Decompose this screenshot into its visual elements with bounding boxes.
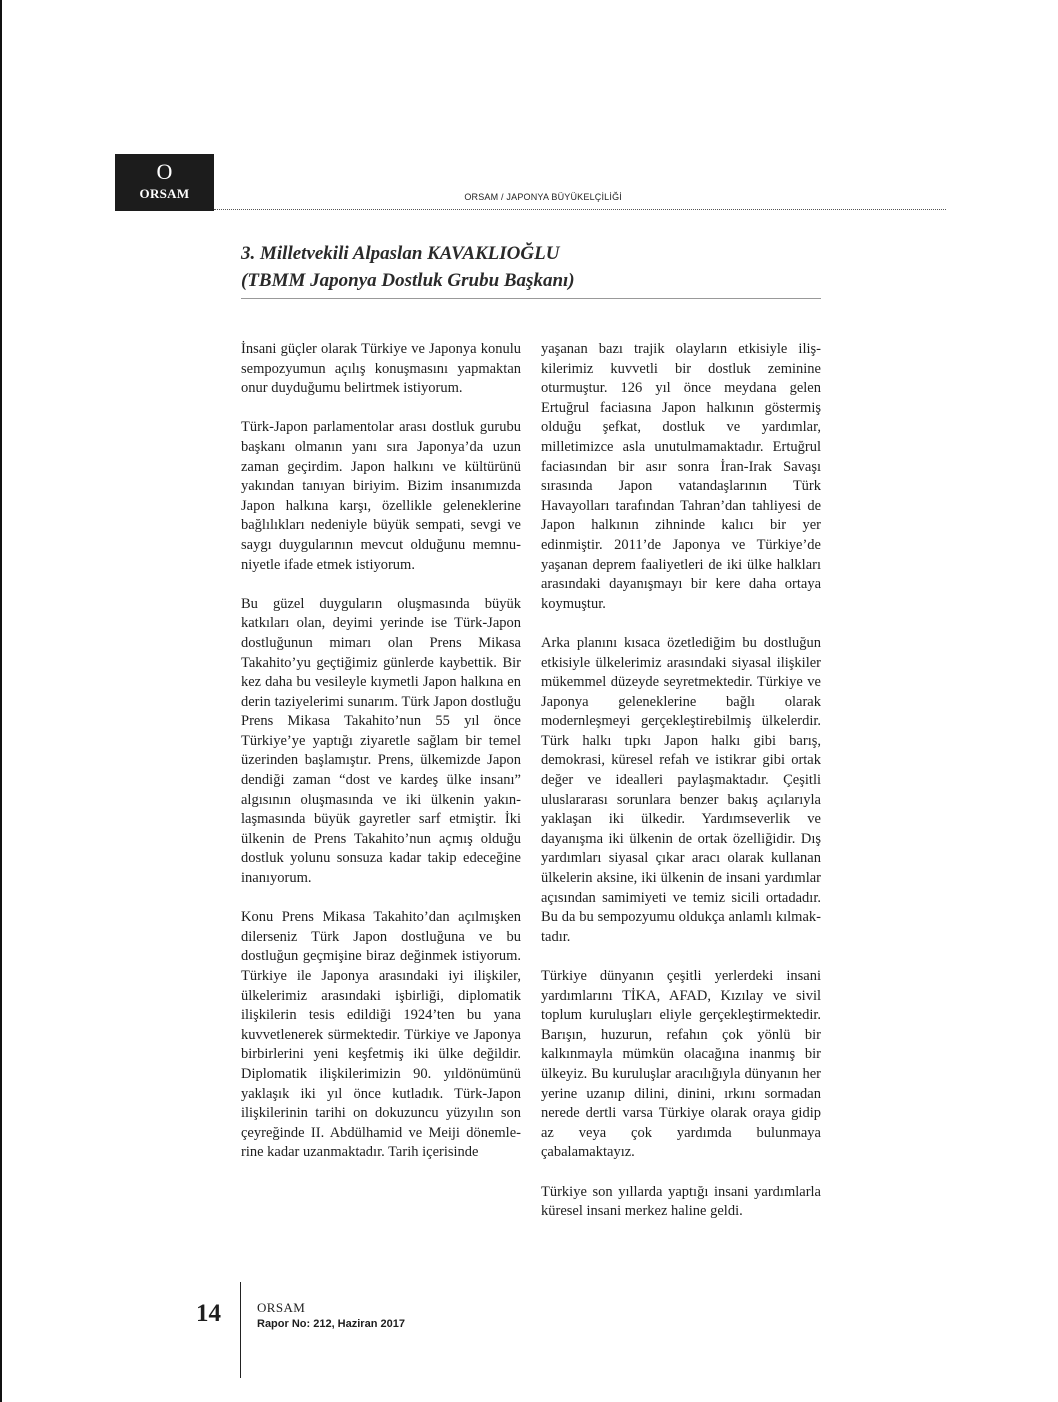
orsam-logo: [115, 154, 214, 211]
paragraph: yaşanan bazı trajik olayların etkisiyle ilişkilerimiz kuvvetli bir dostluk zeminine oturmuştur. 126 yıl önce meydana gelen Ertuğrul faciasına Japon halkının göstermiş olduğu şefkat, dostluk ve yardımlar, milletimizce asla unutulmamaktadır. Ertuğrul faciasından bir asır sonra İran-Irak Savaşı sırasında Japon vatandaşlarının Türk Havayolları tarafından Tahran’dan tahliyesi de Japon halkının zihninde kalıcı bir yer edinmiştir. 2011’de Japonya ve Türkiye’de yaşanan deprem faaliyetleri de iki ülke halkları arasındaki dayanışmayı bir kere daha ortaya koymuştur.: [541, 341, 821, 612]
page-number: 14: [196, 1300, 221, 1327]
left-column: [241, 340, 521, 1183]
section-title-line-2: (TBMM Japonya Dostluk Grubu Başkanı): [241, 270, 575, 291]
footer-issue: Rapor No: 212, Haziran 2017: [257, 1318, 405, 1330]
paragraph: Bu güzel duyguların oluşmasında büyük katkıları olan, deyimi yerinde ise Türk-Japon dostluğunun mimarı olan Prens Mikasa Takahito’yu geçtiğimiz günlerde kaybettik. Bir kez daha bu vesileyle kıymetli Japon halkına en derin taziyelerimi sunarım. Türk Japon dostluğu Prens Mikasa Takahito’nun 55 yıl önce Türkiye’ye yaptığı ziyaretle sağlam bir temel üzerinden başlamıştır. Prens, ülkemizde Japon dendiği zaman “dost ve kardeş ülke insanı” algısının oluşmasında ve iki ülkenin yakınlaşmasında büyük gayretler sarf etmiştir. İki ülkenin de Prens Takahito’nun açmış olduğu dostluk yolunu sonsuza kadar takip edeceğine inanıyorum.: [241, 595, 521, 887]
page-edge: [0, 0, 2, 1402]
footer-org: ORSAM: [257, 1300, 306, 1315]
paragraph: İnsani güçler olarak Türkiye ve Japonya konulu sempozyumun açılış konuşmasını yapmaktan onur duyduğumu belirtmek istiyorum.: [241, 341, 521, 397]
running-head: ORSAM / JAPONYA BÜYÜKELÇİLİĞİ: [464, 192, 622, 202]
paragraph: Türkiye dünyanın çeşitli yerlerdeki insani yardımlarını TİKA, AFAD, Kızılay ve sivil toplum kuruluşları eliyle gerçekleştirmektedir. Barışın, huzurun, refahın çok yönlü bir kalkınmayla mümkün olacağına inanmış bir ülkeyiz. Bu kuruluşlar aracılığıyla dünyanın her yerine uzanıp dilini, dinini, ırkını sormadan nerede dertli varsa Türkiye olarak oraya gidip az veya çok yardımda bulunmaya çabalamaktayız.: [541, 968, 821, 1161]
right-column: [541, 340, 821, 1241]
logo-mark: O: [156, 159, 173, 184]
paragraph: Türkiye son yıllarda yaptığı insani yardımlarla küresel insani merkez haline geldi.: [541, 1183, 821, 1220]
paragraph: Arka planını kısaca özetlediğim bu dostluğun etkisiyle ülkelerimiz arasındaki siyasal ilişkiler mükemmel düzeyde seyretmektedir. Türkiye ve Japonya geleneklerine bağlı olarak modernleşmeyi gerçekleştirebilmiş ülkelerdir. Türk halkı tıpkı Japon halkı gibi barış, demokrasi, küresel refah ve istikrar gibi ortak değer ve idealleri paylaşmaktadır. Çeşitli uluslararası sorunlara benzer bakış açılarıyla yaklaşan iki ülkedir. Yardımseverlik ve dayanışma iki ülkenin de ortak özelliğidir. Dış yardımları siyasal çıkar aracı olarak kullanan ülkelerin aksine, iki ülkenin de insani yardımlar açısından samimiyeti ve temiz sicili ortadadır. Bu da bu sempozyumu oldukça anlamlı kılmaktadır.: [541, 634, 821, 945]
header-dotted-rule: [214, 209, 946, 210]
logo-word: ORSAM: [139, 186, 190, 201]
title-rule: [241, 298, 821, 299]
section-title-line-1: 3. Milletvekili Alpaslan KAVAKLIOĞLU: [241, 243, 560, 264]
paragraph: Türk-Japon parlamentolar arası dostluk gurubu başkanı olmanın yanı sıra Japonya’da uzun zaman geçirdim. Japon halkını ve kültürünü yakından tanıyan biriyim. Bizim insanımızda Japon halkına karşı, özellikle geleneklerine bağlılıkları nedeniyle büyük sempati, sevgi ve saygı duygularının mevcut olduğunu memnuniyetle ifade etmek istiyorum.: [241, 419, 521, 573]
section-title: [241, 240, 841, 294]
paragraph: Konu Prens Mikasa Takahito’dan açılmışken dilerseniz Türk Japon dostluğuna ve bu dostluğun geçmişine biraz değinmek istiyorum. Türkiye ile Japonya arasındaki iyi ilişkiler, ülkelerimiz arasındaki işbirliği, diplomatik ilişkilerin tesis edildiği 1924’ten bu yana kuvvetlenerek sürmektedir. Türkiye ve Japonya birbirlerini yeni keşfetmiş iki ülke değildir. Diplomatik ilişkilerimizin 90. yıldönümünü yaklaşık iki yıl önce kutladık. Türk-Japon ilişkilerinin tarihi on dokuzuncu yüzyılın son çeyreğinde II. Abdülhamid ve Meiji dönemlerine kadar uzanmaktadır. Tarih içerisinde: [241, 909, 521, 1161]
footer-rule: [240, 1282, 241, 1378]
